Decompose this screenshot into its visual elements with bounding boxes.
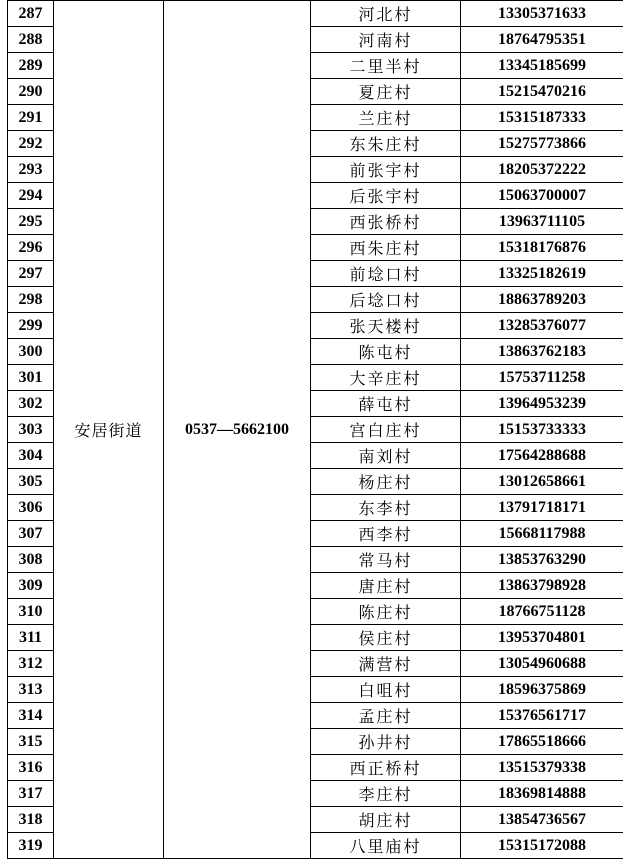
row-number: 301 xyxy=(8,365,54,391)
village-phone: 18369814888 xyxy=(461,781,623,807)
row-number: 290 xyxy=(8,79,54,105)
village-phone: 15318176876 xyxy=(461,235,623,261)
office-phone: 0537—5662100 xyxy=(164,1,311,859)
village-phone: 13345185699 xyxy=(461,53,623,79)
row-number: 308 xyxy=(8,547,54,573)
village-phone: 15753711258 xyxy=(461,365,623,391)
village-name: 薛屯村 xyxy=(311,391,461,417)
village-name: 河南村 xyxy=(311,27,461,53)
village-name: 宫白庄村 xyxy=(311,417,461,443)
row-number: 295 xyxy=(8,209,54,235)
village-name: 八里庙村 xyxy=(311,833,461,859)
village-phone: 13964953239 xyxy=(461,391,623,417)
row-number: 302 xyxy=(8,391,54,417)
village-name: 杨庄村 xyxy=(311,469,461,495)
village-name: 侯庄村 xyxy=(311,625,461,651)
village-phone: 13853763290 xyxy=(461,547,623,573)
row-number: 309 xyxy=(8,573,54,599)
village-phone: 15315172088 xyxy=(461,833,623,859)
village-phone: 13863762183 xyxy=(461,339,623,365)
village-phone: 18205372222 xyxy=(461,157,623,183)
village-name: 常马村 xyxy=(311,547,461,573)
village-phone: 13515379338 xyxy=(461,755,623,781)
row-number: 304 xyxy=(8,443,54,469)
village-phone: 13054960688 xyxy=(461,651,623,677)
village-phone: 13325182619 xyxy=(461,261,623,287)
village-phone: 15275773866 xyxy=(461,131,623,157)
village-name: 张天楼村 xyxy=(311,313,461,339)
village-phone: 15215470216 xyxy=(461,79,623,105)
village-name: 夏庄村 xyxy=(311,79,461,105)
row-number: 311 xyxy=(8,625,54,651)
row-number: 314 xyxy=(8,703,54,729)
row-number: 298 xyxy=(8,287,54,313)
village-name: 西正桥村 xyxy=(311,755,461,781)
village-name: 东李村 xyxy=(311,495,461,521)
village-phone: 13012658661 xyxy=(461,469,623,495)
village-phone: 15668117988 xyxy=(461,521,623,547)
row-number: 297 xyxy=(8,261,54,287)
village-phone: 15063700007 xyxy=(461,183,623,209)
village-phone: 15315187333 xyxy=(461,105,623,131)
village-phone: 18766751128 xyxy=(461,599,623,625)
row-number: 319 xyxy=(8,833,54,859)
village-name: 前张宇村 xyxy=(311,157,461,183)
row-number: 288 xyxy=(8,27,54,53)
row-number: 317 xyxy=(8,781,54,807)
village-name: 孟庄村 xyxy=(311,703,461,729)
row-number: 313 xyxy=(8,677,54,703)
table-row xyxy=(8,1,623,27)
village-name: 胡庄村 xyxy=(311,807,461,833)
village-name: 孙井村 xyxy=(311,729,461,755)
row-number: 318 xyxy=(8,807,54,833)
row-number: 307 xyxy=(8,521,54,547)
row-number: 310 xyxy=(8,599,54,625)
village-phone: 18863789203 xyxy=(461,287,623,313)
row-number: 316 xyxy=(8,755,54,781)
village-contact-table xyxy=(7,0,623,859)
row-number: 299 xyxy=(8,313,54,339)
village-name: 南刘村 xyxy=(311,443,461,469)
village-name: 西张桥村 xyxy=(311,209,461,235)
village-phone: 15153733333 xyxy=(461,417,623,443)
village-name: 西李村 xyxy=(311,521,461,547)
village-name: 陈屯村 xyxy=(311,339,461,365)
village-name: 李庄村 xyxy=(311,781,461,807)
village-phone: 13963711105 xyxy=(461,209,623,235)
village-name: 后张宇村 xyxy=(311,183,461,209)
village-phone: 15376561717 xyxy=(461,703,623,729)
village-phone: 18764795351 xyxy=(461,27,623,53)
village-name: 东朱庄村 xyxy=(311,131,461,157)
row-number: 306 xyxy=(8,495,54,521)
row-number: 294 xyxy=(8,183,54,209)
village-name: 河北村 xyxy=(311,1,461,27)
row-number: 291 xyxy=(8,105,54,131)
row-number: 289 xyxy=(8,53,54,79)
village-name: 二里半村 xyxy=(311,53,461,79)
row-number: 312 xyxy=(8,651,54,677)
street-name: 安居街道 xyxy=(54,1,164,859)
village-name: 后埝口村 xyxy=(311,287,461,313)
village-phone: 13791718171 xyxy=(461,495,623,521)
village-name: 唐庄村 xyxy=(311,573,461,599)
row-number: 300 xyxy=(8,339,54,365)
row-number: 305 xyxy=(8,469,54,495)
village-phone: 17564288688 xyxy=(461,443,623,469)
village-name: 大辛庄村 xyxy=(311,365,461,391)
village-phone: 13953704801 xyxy=(461,625,623,651)
village-name: 白咀村 xyxy=(311,677,461,703)
row-number: 292 xyxy=(8,131,54,157)
village-phone: 18596375869 xyxy=(461,677,623,703)
row-number: 293 xyxy=(8,157,54,183)
row-number: 303 xyxy=(8,417,54,443)
village-name: 前埝口村 xyxy=(311,261,461,287)
village-phone: 17865518666 xyxy=(461,729,623,755)
row-number: 296 xyxy=(8,235,54,261)
table-body xyxy=(8,1,623,859)
village-name: 西朱庄村 xyxy=(311,235,461,261)
row-number: 315 xyxy=(8,729,54,755)
village-name: 兰庄村 xyxy=(311,105,461,131)
village-name: 满营村 xyxy=(311,651,461,677)
village-phone: 13305371633 xyxy=(461,1,623,27)
row-number: 287 xyxy=(8,1,54,27)
village-phone: 13863798928 xyxy=(461,573,623,599)
village-phone: 13854736567 xyxy=(461,807,623,833)
village-phone: 13285376077 xyxy=(461,313,623,339)
village-name: 陈庄村 xyxy=(311,599,461,625)
